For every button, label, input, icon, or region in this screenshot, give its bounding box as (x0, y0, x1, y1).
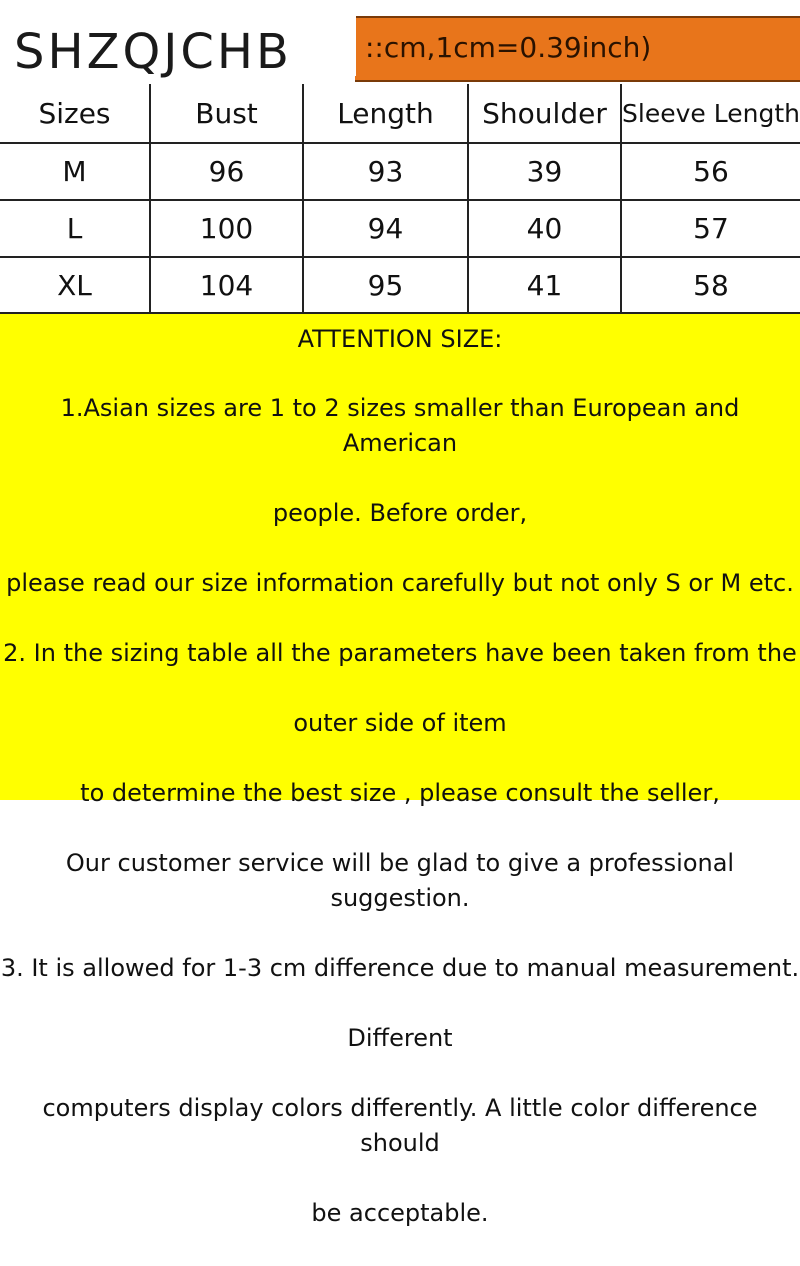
attention-line: be acceptable. (311, 1199, 489, 1227)
attention-line: outer side of item (293, 709, 507, 737)
attention-line: people. Before order, (272, 499, 528, 527)
attention-line: 1.Asian sizes are 1 to 2 sizes smaller than European and American (60, 394, 740, 457)
size-cell: XL (0, 257, 150, 314)
bust-cell: 100 (150, 200, 303, 257)
size-cell: M (0, 143, 150, 200)
brand-name: SHZQJCHB (14, 24, 292, 80)
table-row (0, 257, 800, 314)
header-sleeve-length: Sleeve Length (621, 84, 800, 143)
header-sizes: Sizes (0, 84, 150, 143)
header-bust: Bust (150, 84, 303, 143)
attention-line: Different (347, 1024, 453, 1052)
attention-line: 2. In the sizing table all the parameters have been taken from the (3, 639, 797, 667)
attention-line: 3. It is allowed for 1-3 cm difference due to manual measurement. (0, 954, 800, 982)
attention-line: please read our size information carefully but not only S or M etc. (6, 569, 794, 597)
table-row (0, 200, 800, 257)
table-row (0, 143, 800, 200)
attention-line: computers display colors differently. A little color difference should (42, 1094, 758, 1157)
size-cell: L (0, 200, 150, 257)
sleeve-length-cell: 56 (621, 143, 800, 200)
shoulder-cell: 40 (468, 200, 621, 257)
length-cell: 93 (303, 143, 468, 200)
shoulder-cell: 41 (468, 257, 621, 314)
shoulder-cell: 39 (468, 143, 621, 200)
header-length: Length (303, 84, 468, 143)
sleeve-length-cell: 57 (621, 200, 800, 257)
attention-title: ATTENTION SIZE: (297, 325, 503, 353)
brand-watermark (6, 14, 356, 80)
table-header-row (0, 84, 800, 143)
length-cell: 95 (303, 257, 468, 314)
size-chart-table (0, 84, 800, 315)
length-cell: 94 (303, 200, 468, 257)
bust-cell: 104 (150, 257, 303, 314)
attention-line: to determine the best size , please consult the seller, (80, 779, 720, 807)
sleeve-length-cell: 58 (621, 257, 800, 314)
header-shoulder: Shoulder (468, 84, 621, 143)
attention-body (0, 356, 800, 1266)
unit-note: ::cm,1cm=0.39inch) (365, 31, 652, 64)
bust-cell: 96 (150, 143, 303, 200)
attention-notice (0, 312, 800, 1227)
attention-line: Our customer service will be glad to give a professional suggestion. (65, 849, 735, 912)
